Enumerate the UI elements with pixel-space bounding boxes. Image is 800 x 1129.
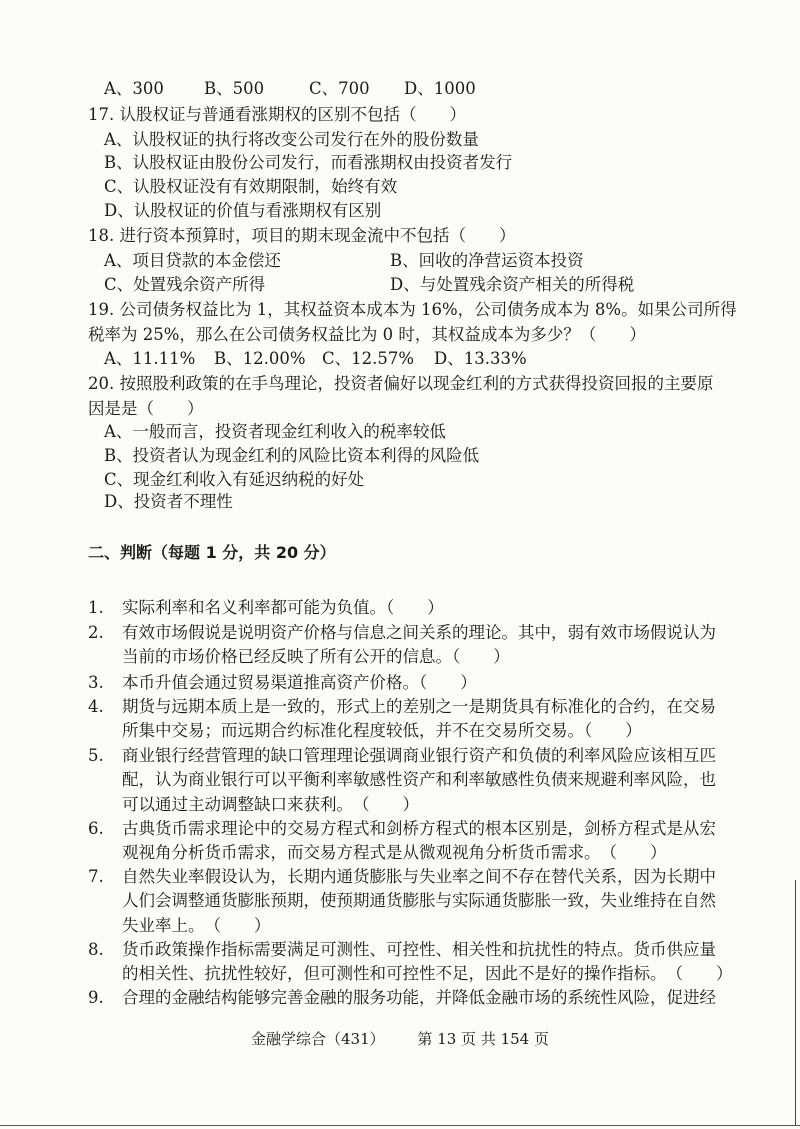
judgment-text-line: 观视角分析货币需求，而交易方程式是从微观视角分析货币需求。 （ ） <box>122 843 667 863</box>
option-c: C、12.57% <box>322 349 415 368</box>
judgment-text-line: 实际利率和名义利率都可能为负值。（ ） <box>122 598 444 617</box>
judgment-text-line: 本币升值会通过贸易渠道推高资产价格。（ ） <box>122 673 477 692</box>
judgment-text-line: 可以通过主动调整缺口来获利。 （ ） <box>122 794 419 814</box>
q19-stem-line1: 19. 公司债务权益比为 1，其权益资本成本为 16%，公司债务成本为 8%。如果公司所得 <box>88 300 737 319</box>
q20-option-b: B、投资者认为现金红利的风险比资本利得的风险低 <box>104 446 480 465</box>
judgment-text-line: 有效市场假说是说明资产价格与信息之间关系的理论。其中，弱有效市场假说认为 <box>122 623 716 642</box>
judgment-text-line: 配，认为商业银行可以平衡利率敏感性资产和利率敏感性负债来规避利率风险，也 <box>122 770 716 790</box>
q17-stem: 17. 认股权证与普通看涨期权的区别不包括（ ） <box>88 105 466 124</box>
q18-option-a: A、项目贷款的本金偿还 <box>104 251 281 270</box>
q20-option-a: A、一般而言，投资者现金红利收入的税率较低 <box>104 422 446 441</box>
option-a: A、300 <box>104 79 164 98</box>
judgment-text-line: 期货与远期本质上是一致的，形式上的差别之一是期货具有标准化的合约，在交易 <box>122 697 716 716</box>
q20-stem-line1: 20. 按照股利政策的在手鸟理论，投资者偏好以现金红利的方式获得投资回报的主要原 <box>88 374 714 393</box>
judgment-text-line: 自然失业率假设认为，长期内通货膨胀与失业率之间不存在替代关系，因为长期中 <box>122 867 716 886</box>
q17-option-c: C、认股权证没有有效期限制，始终有效 <box>104 177 398 196</box>
scan-edge-right <box>795 880 796 1125</box>
option-a: A、11.11% <box>104 349 196 368</box>
judgment-number: 9. <box>88 988 104 1007</box>
judgment-text-line: 合理的金融结构能够完善金融的服务功能，并降低金融市场的系统性风险，促进经 <box>122 988 716 1007</box>
judgment-text-line: 所集中交易；而远期合约标准化程度较低，并不在交易所交易。（ ） <box>122 721 642 741</box>
q20-option-d: D、投资者不理性 <box>104 492 233 511</box>
judgment-number: 3. <box>88 673 104 692</box>
q19-stem-line2: 税率为 25%，那么在公司债务权益比为 0 时，其权益成本为多少？（ ） <box>88 325 646 344</box>
option-d: D、1000 <box>404 79 476 98</box>
q17-option-b: B、认股权证由股份公司发行，而看涨期权由投资者发行 <box>104 153 513 172</box>
option-c: C、700 <box>309 79 370 98</box>
judgment-text-line: 人们会调整通货膨胀预期，使预期通货膨胀与实际通货膨胀一致，失业维持在自然 <box>122 891 716 911</box>
q18-option-c: C、处置残余资产所得 <box>104 275 266 294</box>
q17-option-a: A、认股权证的执行将改变公司发行在外的股份数量 <box>104 130 479 149</box>
q18-option-b: B、回收的净营运资本投资 <box>390 251 584 270</box>
section-heading: 二、判断（每题 1 分，共 20 分） <box>88 543 336 562</box>
footer-subject: 金融学综合（431） <box>251 1030 385 1048</box>
option-b: B、12.00% <box>214 349 306 368</box>
footer-page-number: 第 13 页 共 154 页 <box>417 1030 549 1048</box>
judgment-number: 8. <box>88 940 104 959</box>
judgment-number: 7. <box>88 867 104 886</box>
scan-edge-bottom <box>0 1125 800 1126</box>
judgment-text-line: 商业银行经营管理的缺口管理理论强调商业银行资产和负债的利率风险应该相互匹 <box>122 746 716 765</box>
q20-stem-line2: 因是是（ ） <box>88 399 204 418</box>
judgment-text-line: 货币政策操作指标需要满足可测性、可控性、相关性和抗扰性的特点。货币供应量 <box>122 940 716 959</box>
q20-option-c: C、现金红利收入有延迟纳税的好处 <box>104 470 365 489</box>
judgment-text-line: 当前的市场价格已经反映了所有公开的信息。（ ） <box>122 647 510 667</box>
judgment-number: 1. <box>88 598 104 617</box>
option-d: D、13.33% <box>434 349 527 368</box>
judgment-number: 6. <box>88 819 104 838</box>
judgment-text-line: 古典货币需求理论中的交易方程式和剑桥方程式的根本区别是，剑桥方程式是从宏 <box>122 819 716 838</box>
judgment-number: 4. <box>88 697 104 716</box>
q18-option-d: D、与处置残余资产相关的所得税 <box>390 275 635 294</box>
option-b: B、500 <box>204 79 265 98</box>
page-footer <box>0 1028 800 1049</box>
judgment-text-line: 的相关性、抗扰性较好，但可测性和可控性不足，因此不是好的操作指标。 （ ） <box>122 964 733 984</box>
judgment-number: 2. <box>88 623 104 642</box>
judgment-number: 5. <box>88 746 104 765</box>
judgment-text-line: 失业率上。 （ ） <box>122 915 271 935</box>
q17-option-d: D、认股权证的价值与看涨期权有区别 <box>104 201 382 220</box>
q18-stem: 18. 进行资本预算时，项目的期末现金流中不包括（ ） <box>88 226 516 245</box>
